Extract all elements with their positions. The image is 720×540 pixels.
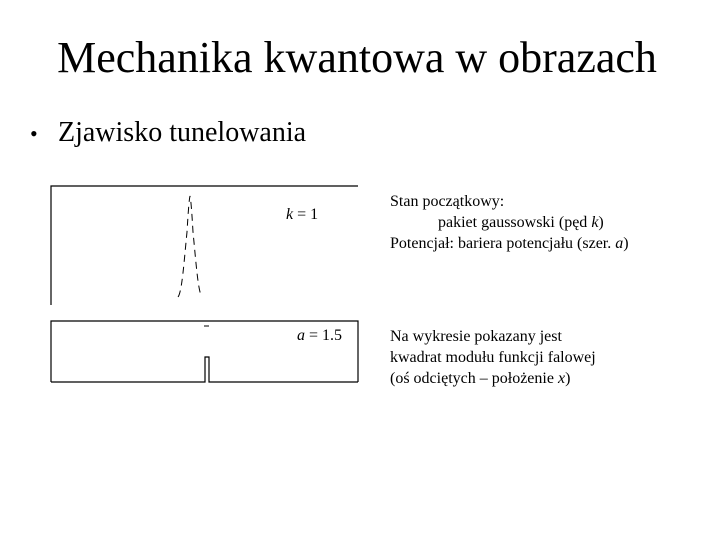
plot-description-line-2: kwadrat modułu funkcji falowej	[390, 349, 596, 366]
plot-description	[390, 326, 596, 389]
bottom-plot-label: a = 1.5	[297, 327, 343, 344]
potential-line: Potencjał: bariera potencjału (szer. a)	[390, 235, 629, 252]
gaussian-packet-curve	[178, 196, 202, 297]
potential-barrier	[51, 357, 358, 382]
top-plot-frame	[51, 186, 358, 305]
initial-state-description	[390, 191, 629, 254]
slide-title: Mechanika kwantowa w obrazach	[57, 33, 657, 82]
top-plot-label: k = 1	[286, 206, 319, 223]
bullet-text: Zjawisko tunelowania	[58, 117, 307, 148]
plot-description-line-3: (oś odciętych – położenie x)	[390, 370, 571, 387]
gaussian-packet-line: pakiet gaussowski (pęd k)	[438, 214, 604, 231]
potential-plot	[51, 321, 358, 382]
wavefunction-plot	[51, 186, 358, 305]
bullet-dot-icon: •	[30, 121, 38, 146]
plot-description-line-1: Na wykresie pokazany jest	[390, 328, 562, 345]
initial-state-heading: Stan początkowy:	[390, 193, 505, 210]
